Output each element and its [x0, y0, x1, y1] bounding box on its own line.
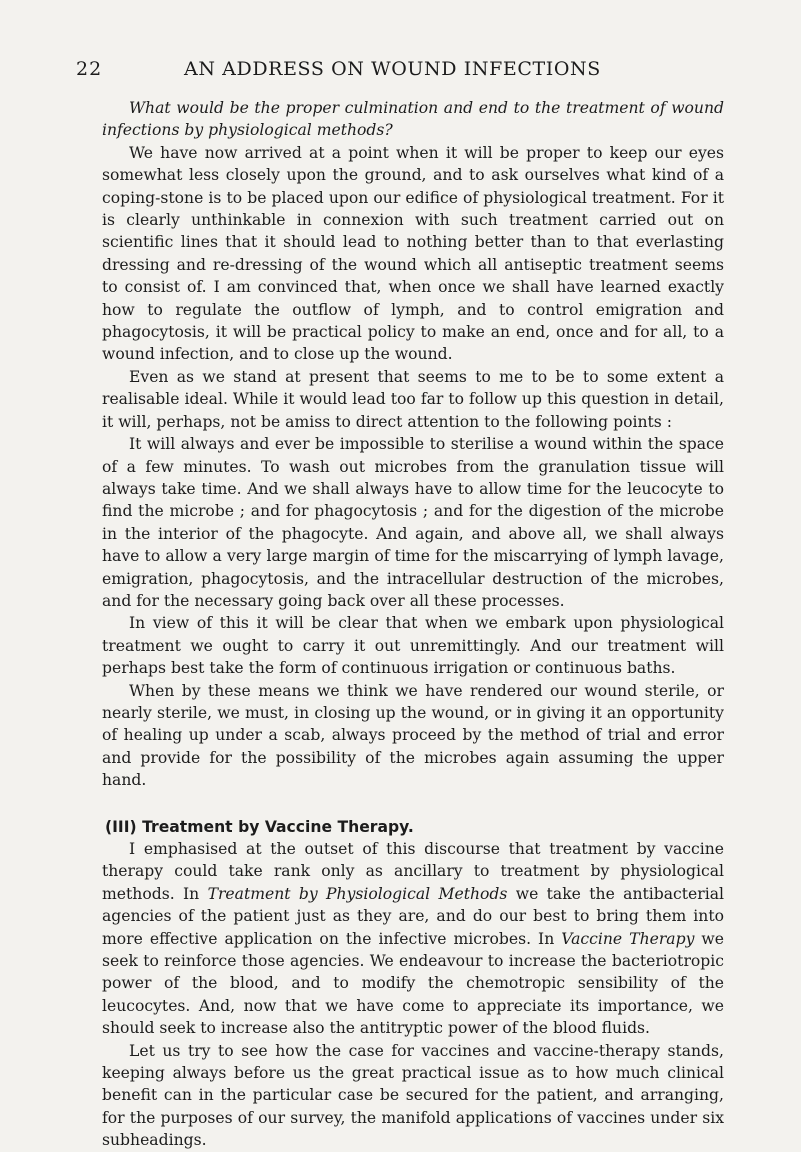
text-run: I emphasised at the outset of this discourse that treatment by vaccine therapy could take rank only as ancillary to treatment by physiological methods. In — [102, 840, 724, 903]
page-number: 22 — [76, 58, 103, 80]
text-run: we seek to reinforce those agencies. We endeavour to increase the bacteriotropic power of the blood, and to modify the chemotropic sensibility of the leucocytes. And, now that we have come to appreciate its importance, we should seek to increase also the antitryptic power of the blood fluids. — [102, 929, 724, 1038]
paragraph: We have now arrived at a point when it will be proper to keep our eyes somewhat less closely upon the ground, and to ask ourselves what kind of a coping-stone is to be placed upon our edifice of physiological treatment. For it is clearly unthinkable in connexion with such treatment carried out on scientific lines that it should lead to nothing better than to that everlasting dressing and re-dressing of the wound which all antiseptic treatment seems to consist of. I am convinced that, when once we shall have learned exactly how to regulate the outflow of lymph, and to control emigration and phagocytosis, it will be practical policy to make an end, once and for all, to a wound infection, and to close up the wound. — [102, 143, 724, 364]
page-header — [72, 58, 722, 84]
section-heading: (III) Treatment by Vaccine Therapy. — [105, 817, 414, 836]
running-head: AN ADDRESS ON WOUND INFECTIONS — [184, 58, 601, 80]
paragraph: When by these means we think we have rendered our wound sterile, or nearly sterile, we must, in closing up the wound, or in giving it an opportunity of healing up under a scab, always proceed by the method of trial and error and provide for the possibility of the microbes again assuming the upper hand. — [102, 681, 724, 790]
paragraph: Even as we stand at present that seems to me to be to some extent a realisable ideal. While it would lead too far to follow up this question in detail, it will, perhaps, not be amiss to direct attention to the following points : — [102, 367, 724, 431]
paragraph: Let us try to see how the case for vaccines and vaccine-therapy stands, keeping always before us the great practical issue as to how much clinical benefit can in the particular case be secured for the patient, and arranging, for the purposes of our survey, the manifold applications of vaccines under six subheadings. — [102, 1041, 724, 1150]
body-text — [102, 97, 724, 1152]
text-run: we take the antibacterial agencies of the patient just as they are, and do our best to bring them into more effective application on the infective microbes. In — [102, 884, 724, 948]
paragraph: It will always and ever be impossible to sterilise a wound within the space of a few minutes. To wash out microbes from the granulation tissue will always take time. And we shall always have to allow time for the leucocyte to find the microbe ; and for phagocytosis ; and for the digestion of the microbe in the interior of the phagocyte. And again, and above all, we shall always have to allow a very large margin of time for the miscarrying of lymph lavage, emigration, phagocytosis, and the intracellular destruction of the microbes, and for the necessary going back over all these processes. — [102, 435, 724, 610]
italic-term: Vaccine Therapy — [561, 929, 695, 948]
italic-term: Treatment by Physiological Methods — [207, 884, 508, 903]
paragraph: In view of this it will be clear that when we embark upon physiological treatment we ought to carry it out unremittingly. And our treatment will perhaps best take the form of continuous irrigation or continuous baths. — [102, 614, 724, 678]
vaccine-paragraph — [102, 838, 724, 1040]
question-paragraph: What would be the proper culmination and end to the treatment of wound infections by physiological methods? — [102, 99, 724, 140]
